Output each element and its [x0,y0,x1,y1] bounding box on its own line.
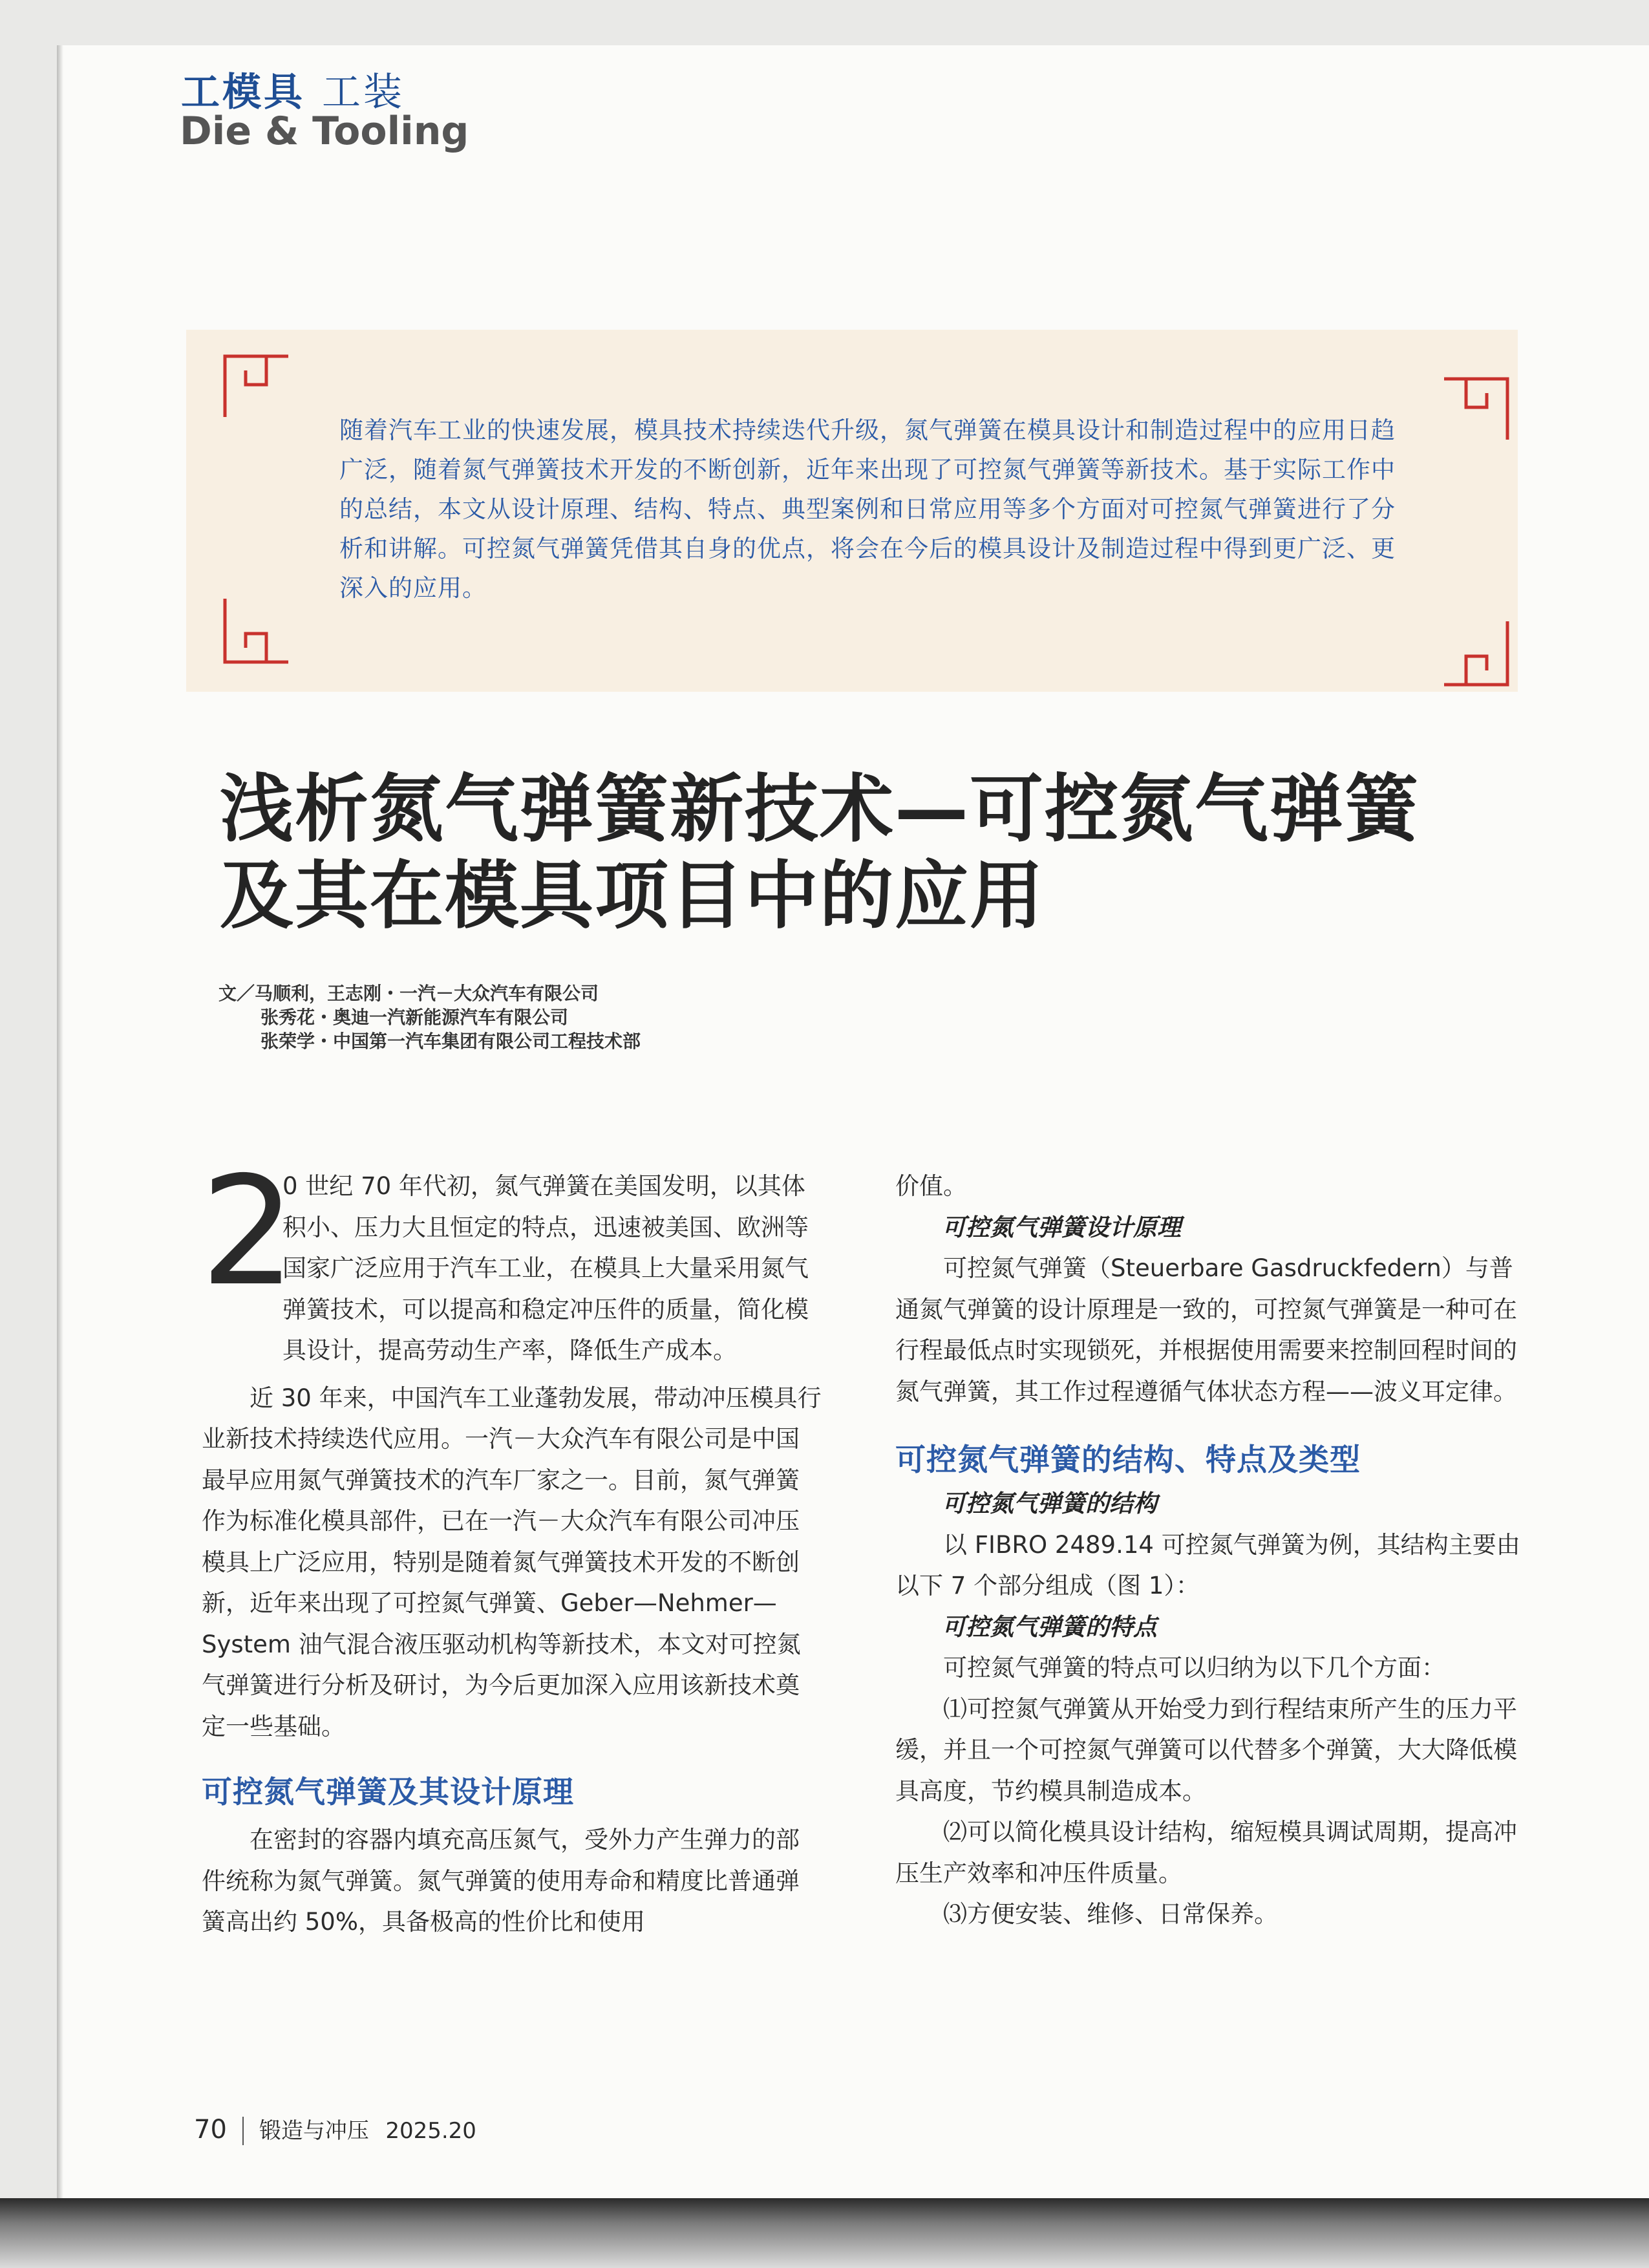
body-column-left [200,1144,822,1943]
paragraph: 在密封的容器内填充高压氮气，受外力产生弹力的部件统称为氮气弹簧。氮气弹簧的使用寿命和精度比普通弹簧高出约 50%，具备极高的性价比和使用 [202,1826,800,1936]
drop-cap: 2 [200,1144,296,1319]
scan-bottom-shadow [0,2198,1649,2268]
paragraph: 价值。 [895,1172,967,1200]
magazine-name: 锻造与冲压 [259,2118,369,2144]
subsection-heading: 可控氮气弹簧设计原理 [942,1213,1181,1241]
title-line-2: 及其在模具项目中的应用 [220,853,1045,939]
list-item: ⑶方便安装、维修、日常保养。 [943,1900,1278,1928]
page-footer [194,2113,476,2145]
paragraph: 近 30 年来，中国汽车工业蓬勃发展，带动冲压模具行业新技术持续迭代应用。一汽－大众汽车有限公司是中国最早应用氮气弹簧技术的汽车厂家之一。目前，氮气弹簧作为标准化模具部件，已在一汽－大众汽车有限公司冲压模具上广泛应用，特别是随着氮气弹簧技术开发的不断创新，近年来出现了可控氮气弹簧、Geber—Nehmer—System 油气混合液压驱动机构等新技术，本文对可控氮气弹簧进行分析及研讨，为今后更加深入应用该新技术奠定一些基础。 [202,1384,822,1740]
page-number: 70 [194,2115,227,2145]
section-heading: 可控氮气弹簧的结构、特点及类型 [895,1442,1361,1478]
article-title [220,766,1577,939]
list-item: ⑵可以简化模具设计结构，缩短模具调试周期，提高冲压生产效率和冲压件质量。 [895,1818,1517,1887]
subsection-heading: 可控氮气弹簧的特点 [942,1612,1157,1641]
first-paragraph [200,1144,822,1371]
corner-ornament-bottom-left [221,595,292,666]
author-line: 张荣学・中国第一汽车集团有限公司工程技术部 [261,1031,641,1052]
subsection-heading: 可控氮气弹簧的结构 [942,1490,1157,1517]
author-block [218,981,641,1053]
paragraph: 0 世纪 70 年代初，氮气弹簧在美国发明，以其体积小、压力大且恒定的特点，迅速被美国、欧洲等国家广泛应用于汽车工业，在模具上大量采用氮气弹簧技术，可以提高和稳定冲压件的质量，简化模具设计，提高劳动生产率，降低生产成本。 [282,1172,809,1364]
author-line: 张秀花・奥迪一汽新能源汽车有限公司 [261,1007,569,1028]
section-label-en: Die & Tooling [180,109,469,154]
title-line-1: 浅析氮气弹簧新技术—可控氮气弹簧 [220,766,1420,852]
list-item: ⑴可控氮气弹簧从开始受力到行程结束所产生的压力平缓，并且一个可控氮气弹簧可以代替多个弹簧，大大降低模具高度，节约模具制造成本。 [895,1695,1517,1805]
section-heading: 可控氮气弹簧及其设计原理 [202,1775,574,1810]
section-label-light: 工装 [322,70,405,115]
paragraph: 可控氮气弹簧的特点可以归纳为以下几个方面： [943,1654,1445,1682]
paragraph: 以 FIBRO 2489.14 可控氮气弹簧为例，其结构主要由以下 7 个部分组成（图 1）： [895,1530,1520,1599]
paragraph: 可控氮气弹簧（Steuerbare Gasdruckfedern）与普通氮气弹簧的设计原理是一致的，可控氮气弹簧是一种可在行程最低点时实现锁死，并根据使用需要来控制回程时间的氮气弹簧，其工作过程遵循气体状态方程——波义耳定律。 [895,1254,1517,1406]
footer-divider [242,2117,244,2145]
section-label-bold: 工模具 [181,70,305,115]
abstract-text: 随着汽车工业的快速发展，模具技术持续迭代升级，氮气弹簧在模具设计和制造过程中的应用日趋广泛，随着氮气弹簧技术开发的不断创新，近年来出现了可控氮气弹簧等新技术。基于实际工作中的总结，本文从设计原理、结构、特点、典型案例和日常应用等多个方面对可控氮气弹簧进行了分析和讲解。可控氮气弹簧凭借其自身的优点，将会在今后的模具设计及制造过程中得到更广泛、更深入的应用。 [339,416,1396,602]
corner-ornament-bottom-right [1440,617,1511,689]
issue-number: 2025.20 [385,2118,476,2144]
author-line: 文／马顺利，王志刚・一汽－大众汽车有限公司 [218,983,599,1004]
corner-ornament-top-right [1440,375,1511,446]
body-column-right [895,1166,1529,1935]
corner-ornament-top-left [221,352,292,423]
